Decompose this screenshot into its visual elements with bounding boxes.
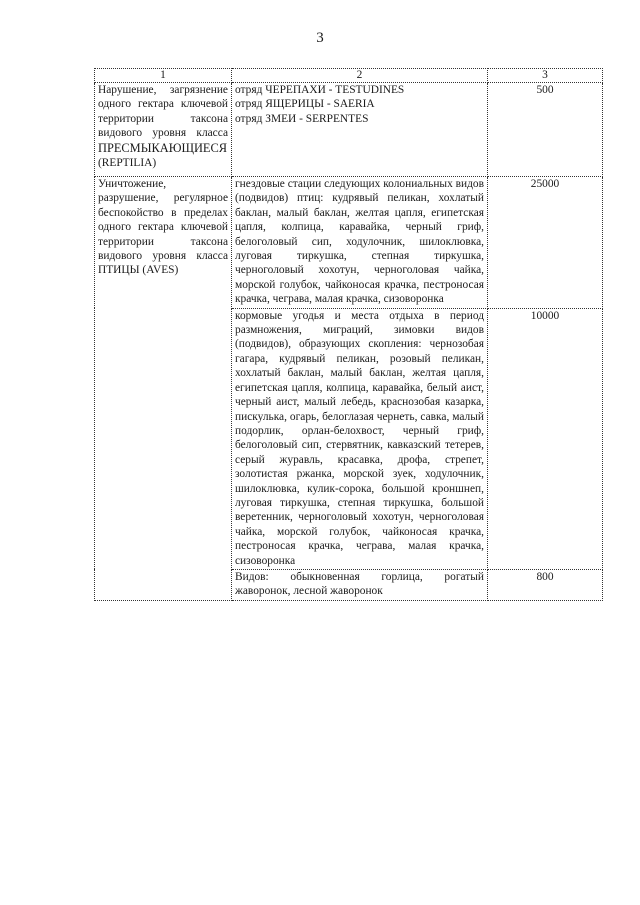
taxon-saeria: отряд ЯЩЕРИЦЫ - SAERIA: [235, 98, 375, 111]
amount-cell-other: 800: [488, 569, 603, 600]
violation-text-reptilia: Нарушение, загрязнение одного гектара ключевой территории таксона видового уровня класса: [98, 84, 228, 140]
header-cell-3: 3: [488, 69, 603, 83]
description-cell-nesting: гнездовые стации следующих колониальных видов (подвидов) птиц: кудрявый пеликан, хохлатый баклан, малый баклан, желтая цапля, египетская цапля, колпица, каравайка, черный гриф, белоголовый сип, ходулочник, шилоклювка, луговая тиркушка, степная тиркушка, черноголовый хохотун, черноголовая чайка, морской голубок, чайконосая крачка, пестроносая крачка, чеграва, малая крачка, сизоворонка: [232, 177, 488, 309]
amount-cell-feeding: 10000: [488, 308, 603, 569]
taxon-serpentes: отряд ЗМЕИ - SERPENTES: [235, 112, 369, 125]
violation-cell-reptilia: [95, 83, 232, 177]
header-cell-2: 2: [232, 69, 488, 83]
taxa-cell-reptilia: [232, 83, 488, 177]
table-header-row: [95, 69, 603, 83]
amount-cell-nesting: 25000: [488, 177, 603, 309]
page-number: 3: [316, 30, 324, 46]
header-cell-1: 1: [95, 69, 232, 83]
description-cell-other: Видов: обыкновенная горлица, рогатый жаворонок, лесной жаворонок: [232, 569, 488, 600]
violation-latin-reptilia: (REPTILIA): [98, 157, 157, 170]
violation-cell-aves: Уничтожение, разрушение, регулярное беспокойство в пределах одного гектара ключевой территории таксона видового уровня класса ПТИЦЫ (AVES): [95, 177, 232, 601]
violation-class-reptilia: ПРЕСМЫКАЮЩИЕСЯ: [98, 140, 227, 155]
taxon-testudines: отряд ЧЕРЕПАХИ - TESTUDINES: [235, 84, 405, 96]
description-cell-feeding: кормовые угодья и места отдыха в период размножения, миграций, зимовки видов (подвидов), образующих скопления: чернозобая гагара, кудрявый пеликан, розовый пеликан, хохлатый баклан, малый баклан, желтая цапля, египетская цапля, колпица, каравайка, белый аист, черный аист, малый лебедь, краснозобая казарка, пискулька, огарь, белоглазая чернеть, савка, малый подорлик, орлан-белохвост, черный гриф, белоголовый сип, стервятник, кавказский тетерев, серый журавль, красавка, дрофа, стрепет, золотистая ржанка, морской зуек, ходулочник, шилоклювка, кулик-сорока, большой кроншнеп, луговая тиркушка, степная тиркушка, большой веретенник, черноголовый хохотун, черноголовая чайка, морской голубок, чайконосая крачка, пестроносая крачка, чеграва, малая крачка, сизоворонка: [232, 308, 488, 569]
amount-cell-reptilia: 500: [488, 83, 603, 177]
table-row-reptilia: [95, 83, 603, 177]
table-row-aves-nesting: [95, 177, 603, 309]
compensation-table: [94, 68, 603, 601]
